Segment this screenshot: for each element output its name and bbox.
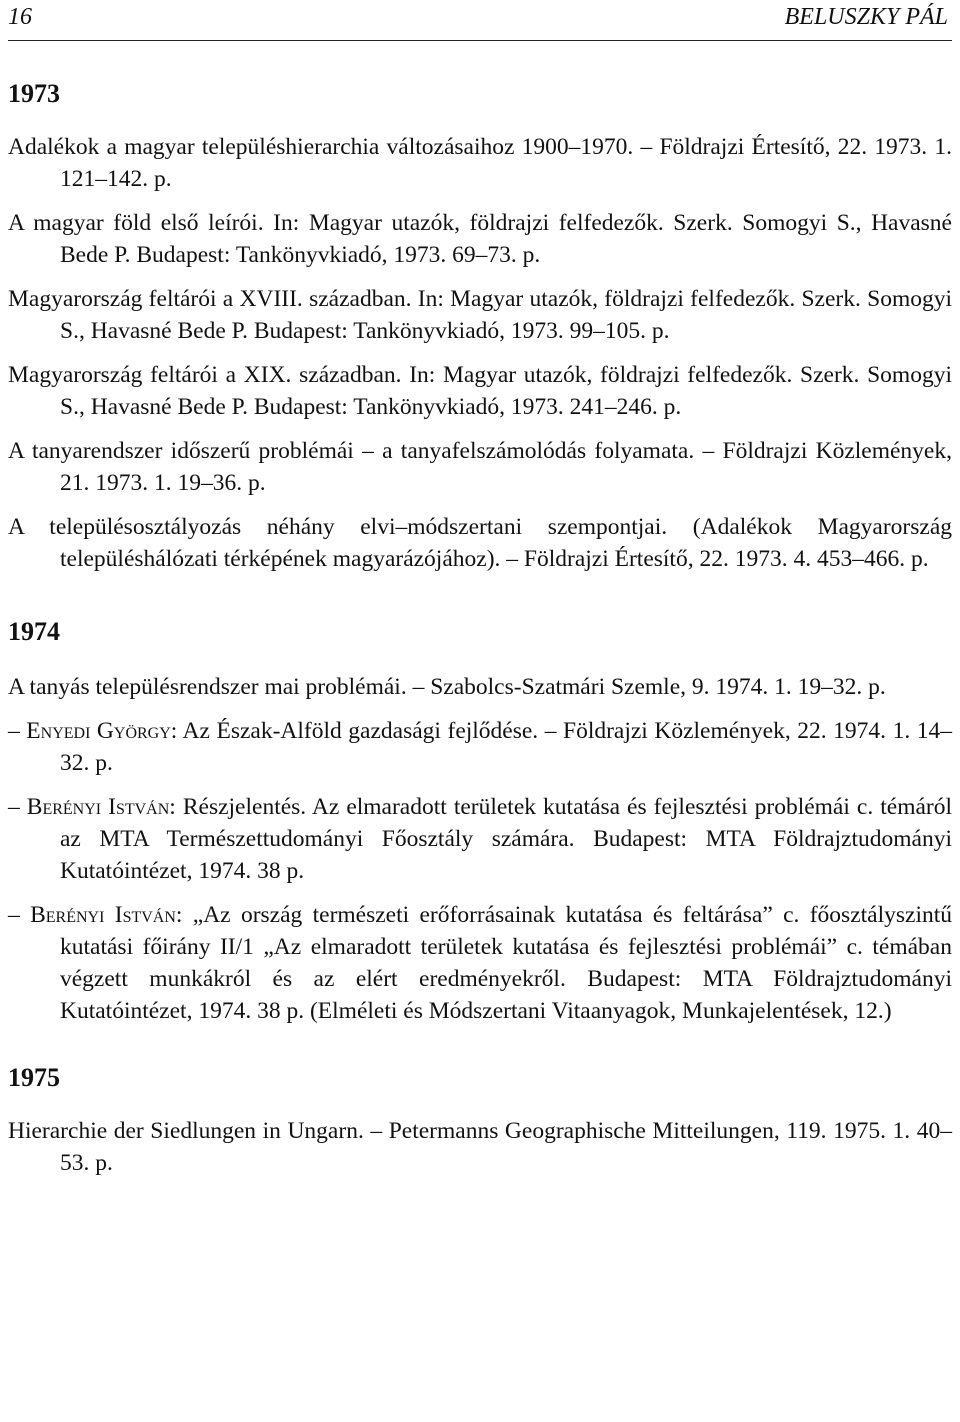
page-number: 16	[8, 4, 32, 30]
entry-text: : Részjelentés. Az elmaradott területek kutatása és fejlesztési problémái c. témáról az MTA Természettudományi Főosztály számára. Budapest: MTA Földrajztudományi Kutatóintézet, 1974. 38 p.	[60, 794, 953, 884]
bibliography-entry: Hierarchie der Siedlungen in Ungarn. – Petermanns Geographische Mitteilungen, 119. 1975. 1. 40–53. p.	[8, 1118, 952, 1176]
bibliography-entry-coauthored	[8, 715, 952, 779]
coauthor-name: Enyedi György	[26, 718, 171, 744]
running-author: BELUSZKY PÁL	[784, 4, 948, 30]
bibliography-entry: A településosztályozás néhány elvi–módszertani szempontjai. (Adalékok Magyarország településhálózati térképének magyarázójához). – Földrajzi Értesítő, 22. 1973. 4. 453–466. p.	[8, 514, 952, 572]
coauthor-name: Berényi István	[30, 902, 176, 928]
bibliography-entry: A tanyarendszer időszerű problémái – a tanyafelszámolódás folyamata. – Földrajzi Közlemények, 21. 1973. 1. 19–36. p.	[8, 438, 952, 496]
entry-text: : Az Észak-Alföld gazdasági fejlődése. – Földrajzi Közlemények, 22. 1974. 1. 14–32. p.	[60, 718, 952, 776]
bibliography-entry: Magyarország feltárói a XIX. században. In: Magyar utazók, földrajzi felfedezők. Szerk. Somogyi S., Havasné Bede P. Budapest: Tankönyvkiadó, 1973. 241–246. p.	[8, 362, 952, 420]
bibliography-entry: A magyar föld első leírói. In: Magyar utazók, földrajzi felfedezők. Szerk. Somogyi S., Havasné Bede P. Budapest: Tankönyvkiadó, 1973. 69–73. p.	[8, 210, 952, 268]
entry-dash: –	[8, 902, 31, 928]
bibliography-entry: Magyarország feltárói a XVIII. században. In: Magyar utazók, földrajzi felfedezők. Szerk. Somogyi S., Havasné Bede P. Budapest: Tankönyvkiadó, 1973. 99–105. p.	[8, 286, 952, 344]
year-heading-1975: 1975	[8, 1063, 60, 1092]
bibliography-entry: A tanyás településrendszer mai problémái. – Szabolcs-Szatmári Szemle, 9. 1974. 1. 19–32. p.	[8, 674, 886, 700]
entry-dash: –	[8, 794, 27, 820]
year-heading-1973: 1973	[8, 79, 60, 108]
bibliography-entry: Adalékok a magyar településhierarchia változásaihoz 1900–1970. – Földrajzi Értesítő, 22. 1973. 1. 121–142. p.	[8, 134, 952, 192]
bibliography-entry-coauthored	[8, 899, 952, 1027]
bibliography-entry-coauthored	[8, 791, 952, 887]
entry-text: : „Az ország természeti erőforrásainak kutatása és feltárása” c. főosztályszintű kutatási főirány II/1 „Az elmaradott területek kutatása és fejlesztési problémái” c. témában végzett munkákról és az elért eredményekről. Budapest: MTA Földrajztudományi Kutatóintézet, 1974. 38 p. (Elméleti és Módszertani Vitaanyagok, Munkajelentések, 12.)	[60, 902, 953, 1024]
year-heading-1974: 1974	[8, 617, 60, 646]
coauthor-name: Berényi István	[26, 794, 170, 820]
running-header	[8, 0, 952, 41]
entry-dash: –	[8, 718, 27, 744]
